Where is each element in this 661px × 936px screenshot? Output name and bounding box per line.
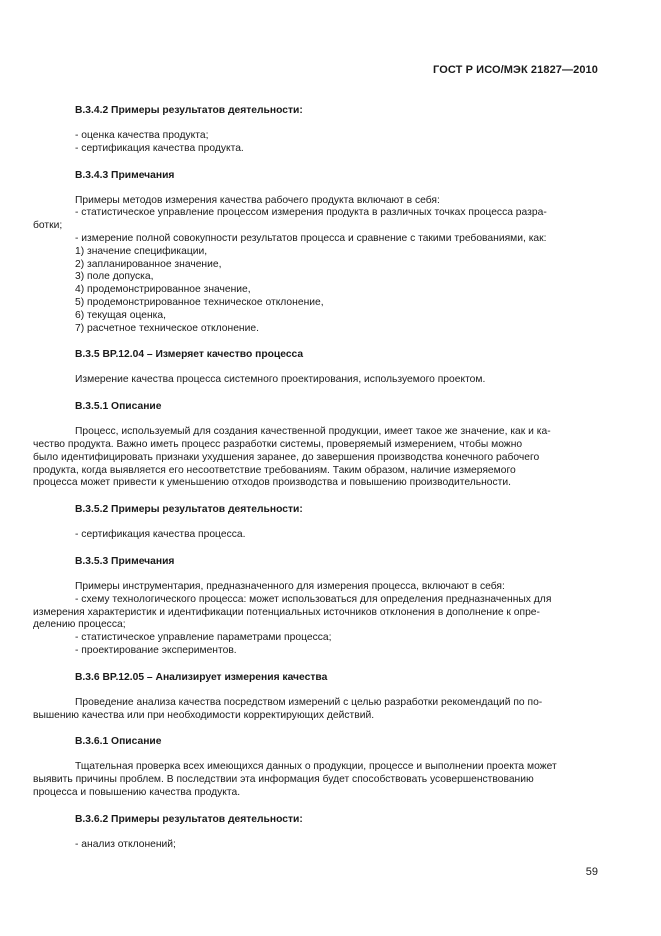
numbered-item: 5) продемонстрированное техническое отклонение,: [75, 296, 324, 308]
numbered-item: 3) поле допуска,: [75, 271, 154, 283]
paragraph-line: процесса может привести к уменьшению отходов производства и повышению производительности.: [33, 477, 511, 489]
numbered-item: 4) продемонстрированное значение,: [75, 284, 251, 296]
document-body: [33, 104, 599, 852]
document-header: ГОСТ Р ИСО/МЭК 21827—2010: [433, 64, 598, 76]
section-heading: B.3.6.2 Примеры результатов деятельности:: [75, 813, 303, 825]
paragraph-line: чество продукта. Важно иметь процесс разработки системы, проверяемый измерением, чтобы можно: [33, 438, 523, 450]
paragraph-line: было идентифицировать признаки ухудшения заранее, до завершения производства конечного рабочего: [33, 451, 540, 463]
section-heading: B.3.5.3 Примечания: [75, 555, 175, 567]
paragraph-line: Примеры инструментария, предназначенного для измерения процесса, включают в себя:: [75, 580, 505, 592]
paragraph-line: Тщательная проверка всех имеющихся данных о продукции, процессе и выполнении проекта может: [75, 761, 557, 773]
section-heading: B.3.4.2 Примеры результатов деятельности:: [75, 105, 303, 116]
numbered-item: 2) запланированное значение,: [75, 258, 222, 270]
paragraph-line: Измерение качества процесса системного проектирования, используемого проектом.: [75, 374, 486, 386]
list-item: - измерение полной совокупности результатов процесса и сравнение с такими требованиями, как:: [75, 232, 547, 244]
numbered-item: 7) расчетное техническое отклонение.: [75, 322, 259, 334]
section-heading: B.3.5.2 Примеры результатов деятельности:: [75, 504, 303, 516]
paragraph-line: продукта, когда выявляется его несоответствие требованиям. Таким образом, наличие измеряемого: [33, 464, 516, 476]
section-heading: B.3.6 BP.12.05 – Анализирует измерения качества: [75, 671, 328, 683]
list-item: - сертификация качества продукта.: [75, 142, 244, 154]
list-item: - проектирование экспериментов.: [75, 644, 237, 656]
section-heading: B.3.6.1 Описание: [75, 736, 162, 748]
section-heading: B.3.5 BP.12.04 – Измеряет качество процесса: [75, 349, 304, 361]
list-item: - статистическое управление параметрами процесса;: [75, 632, 332, 644]
page-number: 59: [585, 866, 598, 878]
list-item: - схему технологического процесса: может использоваться для определения предназначенных для: [75, 593, 552, 605]
list-item-continuation: делению процесса;: [33, 619, 126, 631]
list-item: - оценка качества продукта;: [75, 130, 209, 141]
list-item: - статистическое управление процессом измерения продукта в различных точках процесса разра-: [75, 207, 547, 219]
paragraph-line: процесса и повышению качества продукта.: [33, 786, 241, 798]
paragraph-line: Примеры методов измерения качества рабочего продукта включают в себя:: [75, 194, 440, 206]
paragraph-line: Проведение анализа качества посредством измерений с целью разработки рекомендаций по по-: [75, 696, 543, 708]
list-item: - анализ отклонений;: [75, 838, 176, 850]
list-item-continuation: ботки;: [33, 220, 63, 232]
section-heading: B.3.5.1 Описание: [75, 401, 162, 413]
numbered-item: 6) текущая оценка,: [75, 309, 166, 321]
section-heading: B.3.4.3 Примечания: [75, 169, 175, 181]
numbered-item: 1) значение спецификации,: [75, 245, 208, 257]
paragraph-line: выявить причины проблем. В последствии эта информация будет способствовать усовершенствованию: [33, 774, 534, 786]
list-item-continuation: измерения характеристик и идентификации потенциальных источников отклонения в дополнение к опре-: [33, 606, 540, 618]
paragraph-line: Процесс, используемый для создания качественной продукции, имеет такое же значение, как и ка-: [75, 426, 551, 438]
paragraph-line: вышению качества или при необходимости корректирующих действий.: [33, 709, 375, 721]
list-item: - сертификация качества процесса.: [75, 529, 246, 541]
